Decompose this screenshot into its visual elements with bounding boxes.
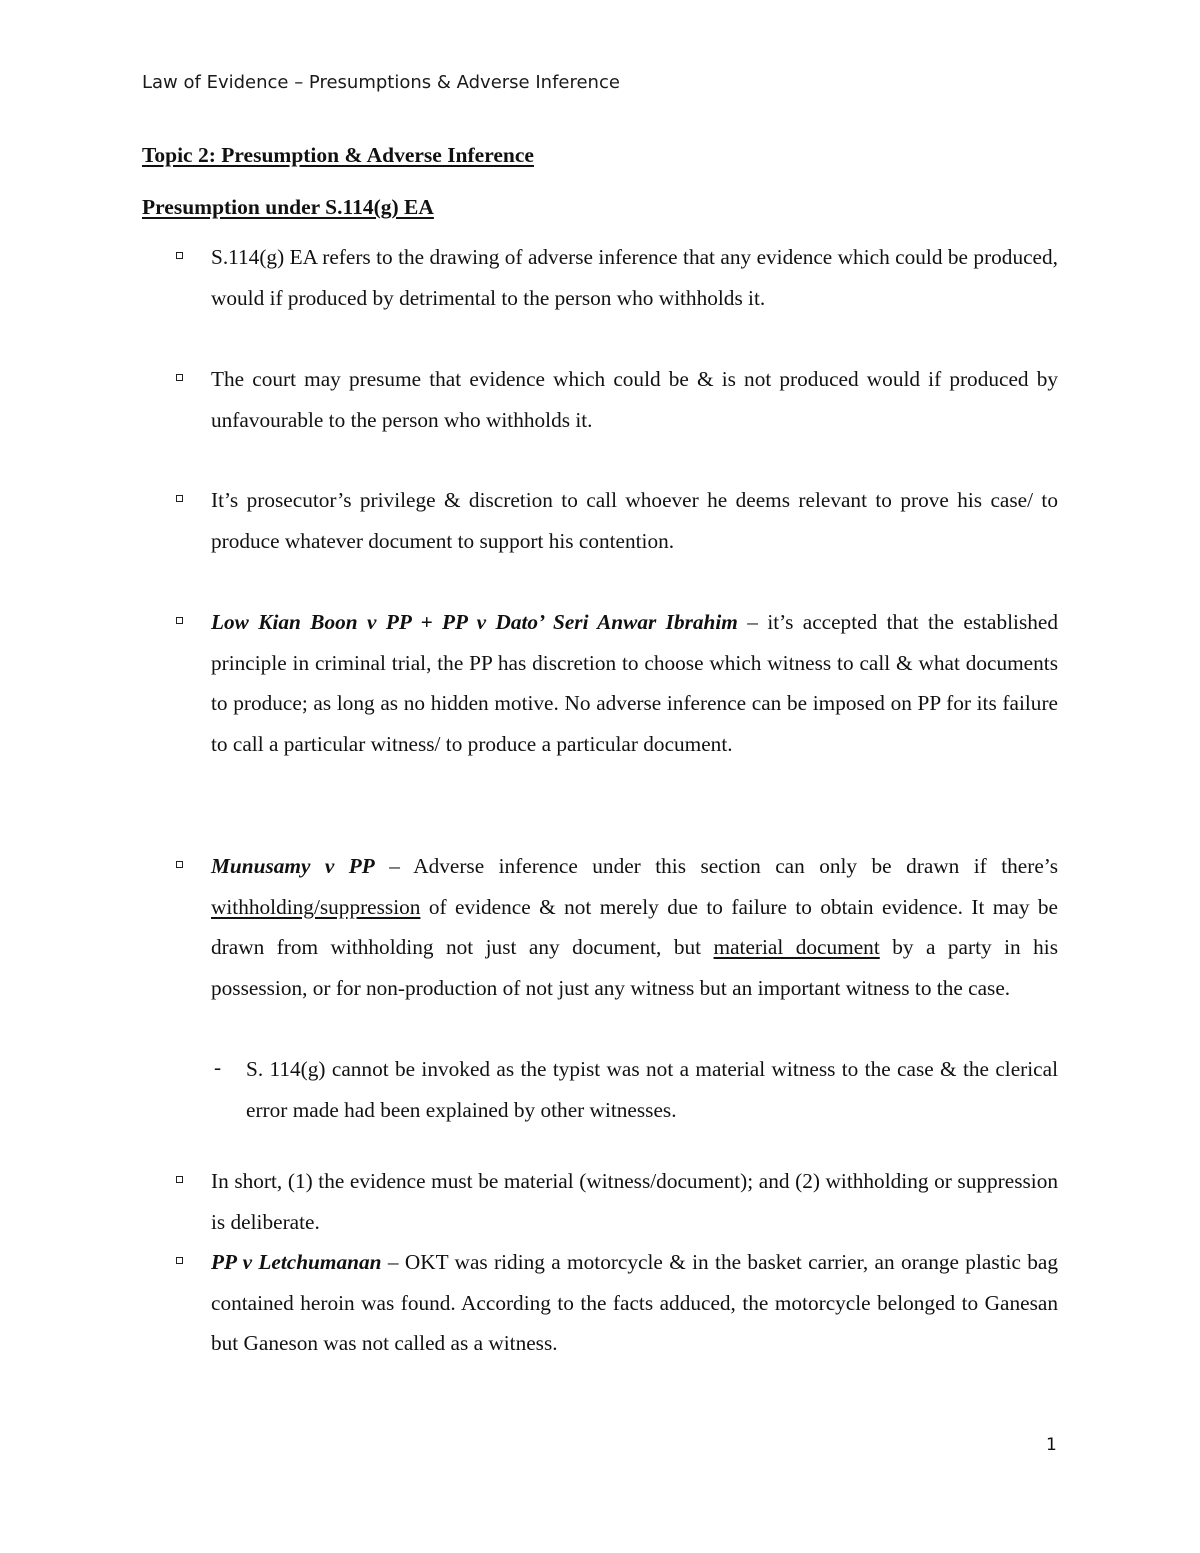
case-summary: by a party in his possession, or for non-production of not just any witness but an important witness to the case.	[211, 935, 1058, 1000]
case-name: Low Kian Boon v PP + PP v Dato’ Seri Anwar Ibrahim	[211, 610, 738, 634]
sub-bullet-paragraph: S. 114(g) cannot be invoked as the typist was not a material witness to the case & the clerical error made had been explained by other witnesses.	[246, 1057, 1058, 1122]
bullet-paragraph-case	[211, 602, 1058, 764]
dash-marker: -	[214, 1055, 222, 1079]
bullet-paragraph: In short, (1) the evidence must be material (witness/document); and (2) withholding or suppression is deliberate.	[211, 1169, 1058, 1234]
square-bullet-icon	[176, 252, 183, 259]
topic-heading: Topic 2: Presumption & Adverse Inference	[142, 143, 534, 167]
case-summary: – it’s accepted that the established principle in criminal trial, the PP has discretion to choose which witness to call & what documents to produce; as long as no hidden motive. No adverse inference can be imposed on PP for its failure to call a particular witness/ to produce a particular document.	[211, 610, 1058, 756]
underlined-phrase: withholding/suppression	[211, 894, 421, 919]
square-bullet-icon	[176, 861, 183, 868]
square-bullet-icon	[176, 495, 183, 502]
bullet-paragraph-case	[211, 1242, 1058, 1364]
bullet-paragraph: It’s prosecutor’s privilege & discretion to call whoever he deems relevant to prove his case/ to produce whatever document to support his contention.	[211, 488, 1058, 553]
bullet-paragraph: The court may presume that evidence which could be & is not produced would if produced by unfavourable to the person who withholds it.	[211, 367, 1058, 432]
square-bullet-icon	[176, 617, 183, 624]
square-bullet-icon	[176, 374, 183, 381]
case-name: Munusamy v PP	[211, 854, 375, 878]
page-number: 1	[1046, 1435, 1057, 1455]
case-name: PP v Letchumanan	[211, 1250, 382, 1274]
running-header: Law of Evidence – Presumptions & Adverse Inference	[142, 72, 620, 93]
square-bullet-icon	[176, 1257, 183, 1264]
case-summary: – OKT was riding a motorcycle & in the basket carrier, an orange plastic bag contained heroin was found. According to the facts adduced, the motorcycle belonged to Ganesan but Ganeson was not called as a witness.	[211, 1250, 1058, 1355]
case-summary: – Adverse inference under this section can only be drawn if there’s	[374, 854, 1058, 878]
square-bullet-icon	[176, 1176, 183, 1183]
bullet-paragraph: S.114(g) EA refers to the drawing of adverse inference that any evidence which could be produced, would if produced by detrimental to the person who withholds it.	[211, 245, 1058, 310]
case-summary: of evidence & not merely due to failure to obtain evidence. It may be drawn from withholding not just any document, but	[211, 894, 1058, 959]
bullet-paragraph-case	[211, 846, 1058, 1008]
underlined-phrase: material document	[713, 935, 880, 959]
section-heading: Presumption under S.114(g) EA	[142, 195, 434, 219]
